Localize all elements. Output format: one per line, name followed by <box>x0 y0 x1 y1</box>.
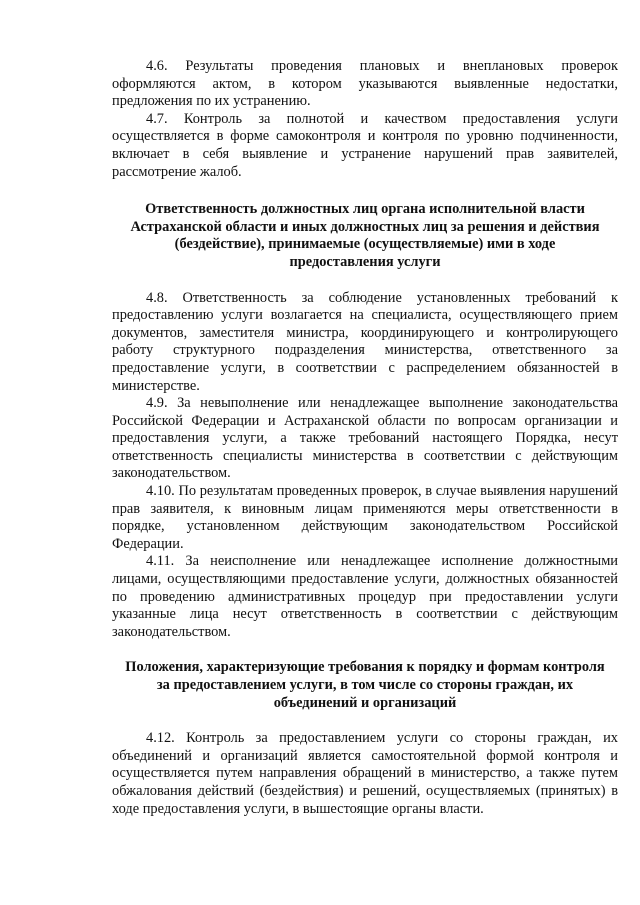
paragraph-4-6: 4.6. Результаты проведения плановых и внеплановых проверок оформляются актом, в котором указываются выявленные недостатки, предложения по их устранению. <box>112 58 618 110</box>
section-heading-control-requirements: Положения, характеризующие требования к порядку и формам контроля за предоставлением услуги, в том числе со стороны граждан, их объединений и организаций <box>125 659 605 711</box>
paragraph-4-8: 4.8. Ответственность за соблюдение установленных требований к предоставлению услуги возлагается на специалиста, осуществляющего прием документов, заместителя министра, координирующего и контролирующего работу структурного подразделения министерства, ответственного за предоставление услуги, в соответствии с распределением обязанностей в министерстве. <box>112 289 618 394</box>
paragraph-4-12: 4.12. Контроль за предоставлением услуги со стороны граждан, их объединений и организаций является самостоятельной формой контроля и осуществляется путем направления обращений в министерство, а также путем обжалования действий (бездействия) и решений, осуществляемых (принятых) в ходе предоставления услуги, в вышестоящие органы власти. <box>112 730 618 817</box>
paragraph-4-7: 4.7. Контроль за полнотой и качеством предоставления услуги осуществляется в форме самоконтроля и контроля по уровню подчиненности, включает в себя выявление и устранение нарушений прав заявителей, рассмотрение жалоб. <box>112 110 618 180</box>
section-heading-responsibility: Ответственность должностных лиц органа исполнительной власти Астраханской области и иных должностных лиц за решения и действия (бездействие), принимаемые (осуществляемые) ими в ходе предоставления услуги <box>130 201 600 270</box>
paragraph-4-11: 4.11. За неисполнение или ненадлежащее исполнение должностными лицами, осуществляющими предоставление услуги, должностных обязанностей по проведению административных процедур при предоставлении услуги указанные лица несут ответственность в соответствии с действующим законодательством. <box>112 553 618 640</box>
paragraph-4-9: 4.9. За невыполнение или ненадлежащее выполнение законодательства Российской Федерации и Астраханской области по вопросам организации и предоставления услуги, а также требований настоящего Порядка, несут ответственность специалисты министерства в соответствии с действующим законодательством. <box>112 395 618 482</box>
document-page <box>112 58 618 818</box>
paragraph-4-10: 4.10. По результатам проведенных проверок, в случае выявления нарушений прав заявителя, к виновным лицам применяются меры ответственности в порядке, установленном действующим законодательством Российской Федерации. <box>112 483 618 552</box>
